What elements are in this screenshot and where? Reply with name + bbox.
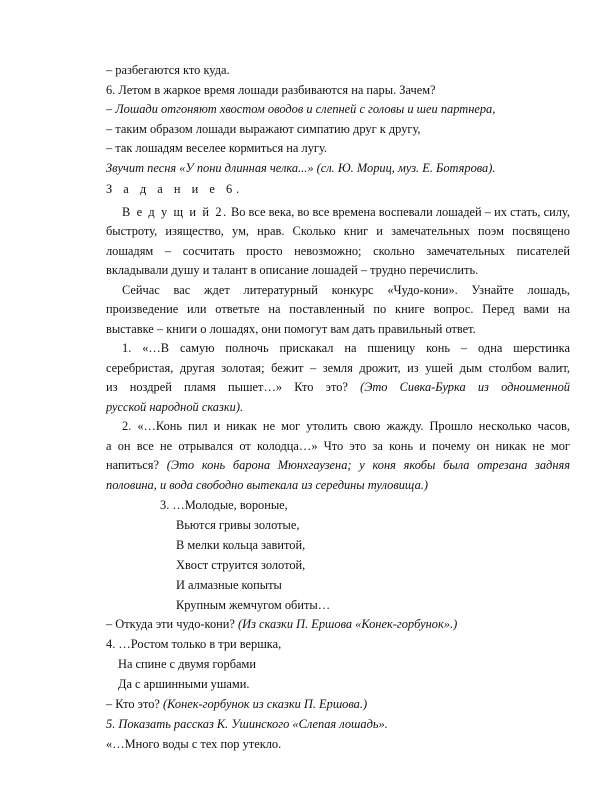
paragraph-line: выставке – книги о лошадях, они помогут вам дать правильный ответ.: [106, 322, 476, 336]
paragraph-line: быстроту, изящество, ум, нрав. Сколько книг и замечательных поэм посвящено: [106, 224, 570, 238]
paragraph-line: лошадям – сосчитать просто невозможно; скольно замечательных писателей: [106, 244, 570, 258]
question-6: 6. Летом в жаркое время лошади разбиваются на пары. Зачем?: [106, 83, 436, 97]
question-line: [106, 615, 457, 635]
answer-line: – Лошади отгоняют хвостом оводов и слепней с головы и шеи партнера,: [106, 102, 496, 116]
riddle-2-answer: половина, и вода свободно вытекала из середины туловища.): [106, 478, 429, 492]
riddle-1-answer: русской народной сказки).: [106, 400, 244, 414]
task-5-line: 5. Показать рассказ К. Ушинского «Слепая лошадь».: [106, 717, 388, 731]
poem-line: Хвост струится золотой,: [176, 558, 306, 572]
riddle-1-answer: (Это Сивка-Бурка из одноименной: [360, 380, 570, 394]
story-quote-line: «…Много воды с тех пор утекло.: [106, 737, 282, 751]
riddle-1-line: [106, 378, 570, 398]
answer-line: – так лошадям веселее кормиться на лугу.: [106, 141, 328, 155]
poem-line: Крупным жемчугом обиты…: [176, 598, 331, 612]
paragraph-line: произведение или ответьте на поставленный по книге вопрос. Перед вами на: [106, 302, 570, 316]
answer-text: (Конек-горбунок из сказки П. Ершова.): [163, 697, 368, 711]
poem-line: В мелки кольца завитой,: [176, 538, 306, 552]
riddle-2-answer: (Это конь барона Мюнхгаузена; у коня якобы была отрезана задняя: [166, 458, 570, 472]
poem-line: На спине с двумя горбами: [118, 657, 256, 671]
question-text: – Кто это?: [106, 697, 163, 711]
riddle-2-line: [106, 456, 570, 476]
paragraph-text: Во все века, во все времена воспевали лошадей – их стать, силу,: [227, 205, 570, 219]
song-note: Звучит песня «У пони длинная челка...» (сл. Ю. Мориц, муз. Е. Ботярова).: [106, 161, 496, 175]
paragraph-line: [122, 203, 570, 223]
riddle-2-line: 2. «…Конь пил и никак не мог утолить свою жажду. Прошло несколько часов,: [122, 419, 570, 433]
riddle-1-line: 1. «…В самую полночь прискакал на пшеницу конь – одна шерстинка: [122, 341, 570, 355]
answer-text: (Из сказки П. Ершова «Конек-горбунок».): [238, 617, 458, 631]
riddle-2-line: а он все не отрывался от колодца…» Что это за конь и почему он никак не мог: [106, 439, 570, 453]
riddle-1-line: серебристая, другая золотая; бежит – земля дрожит, из ушей дым столбом валит,: [106, 361, 570, 375]
poem-line: Да с аршинными ушами.: [118, 677, 250, 691]
paragraph-line: вкладывали душу и талант в описание лошадей – трудно перечислить.: [106, 263, 479, 277]
poem-line: 3. …Молодые, вороные,: [160, 498, 288, 512]
question-text: – Откуда эти чудо-кони?: [106, 617, 238, 631]
answer-line: – разбегаются кто куда.: [106, 63, 230, 77]
question-line: [106, 695, 367, 715]
riddle-2-text: напиться?: [106, 458, 167, 472]
speaker-label: В е д у щ и й 2.: [122, 205, 228, 219]
paragraph-line: Сейчас вас ждет литературный конкурс «Чудо-кони». Узнайте лошадь,: [122, 283, 570, 297]
poem-line: Вьются гривы золотые,: [176, 518, 300, 532]
task-heading: З а д а н и е 6.: [106, 182, 244, 196]
answer-line: – таким образом лошади выражают симпатию друг к другу,: [106, 122, 421, 136]
poem-line: И алмазные копыты: [176, 578, 282, 592]
riddle-1-text: из ноздрей пламя пышет…» Кто это?: [106, 380, 361, 394]
poem-line: 4. …Ростом только в три вершка,: [106, 637, 282, 651]
